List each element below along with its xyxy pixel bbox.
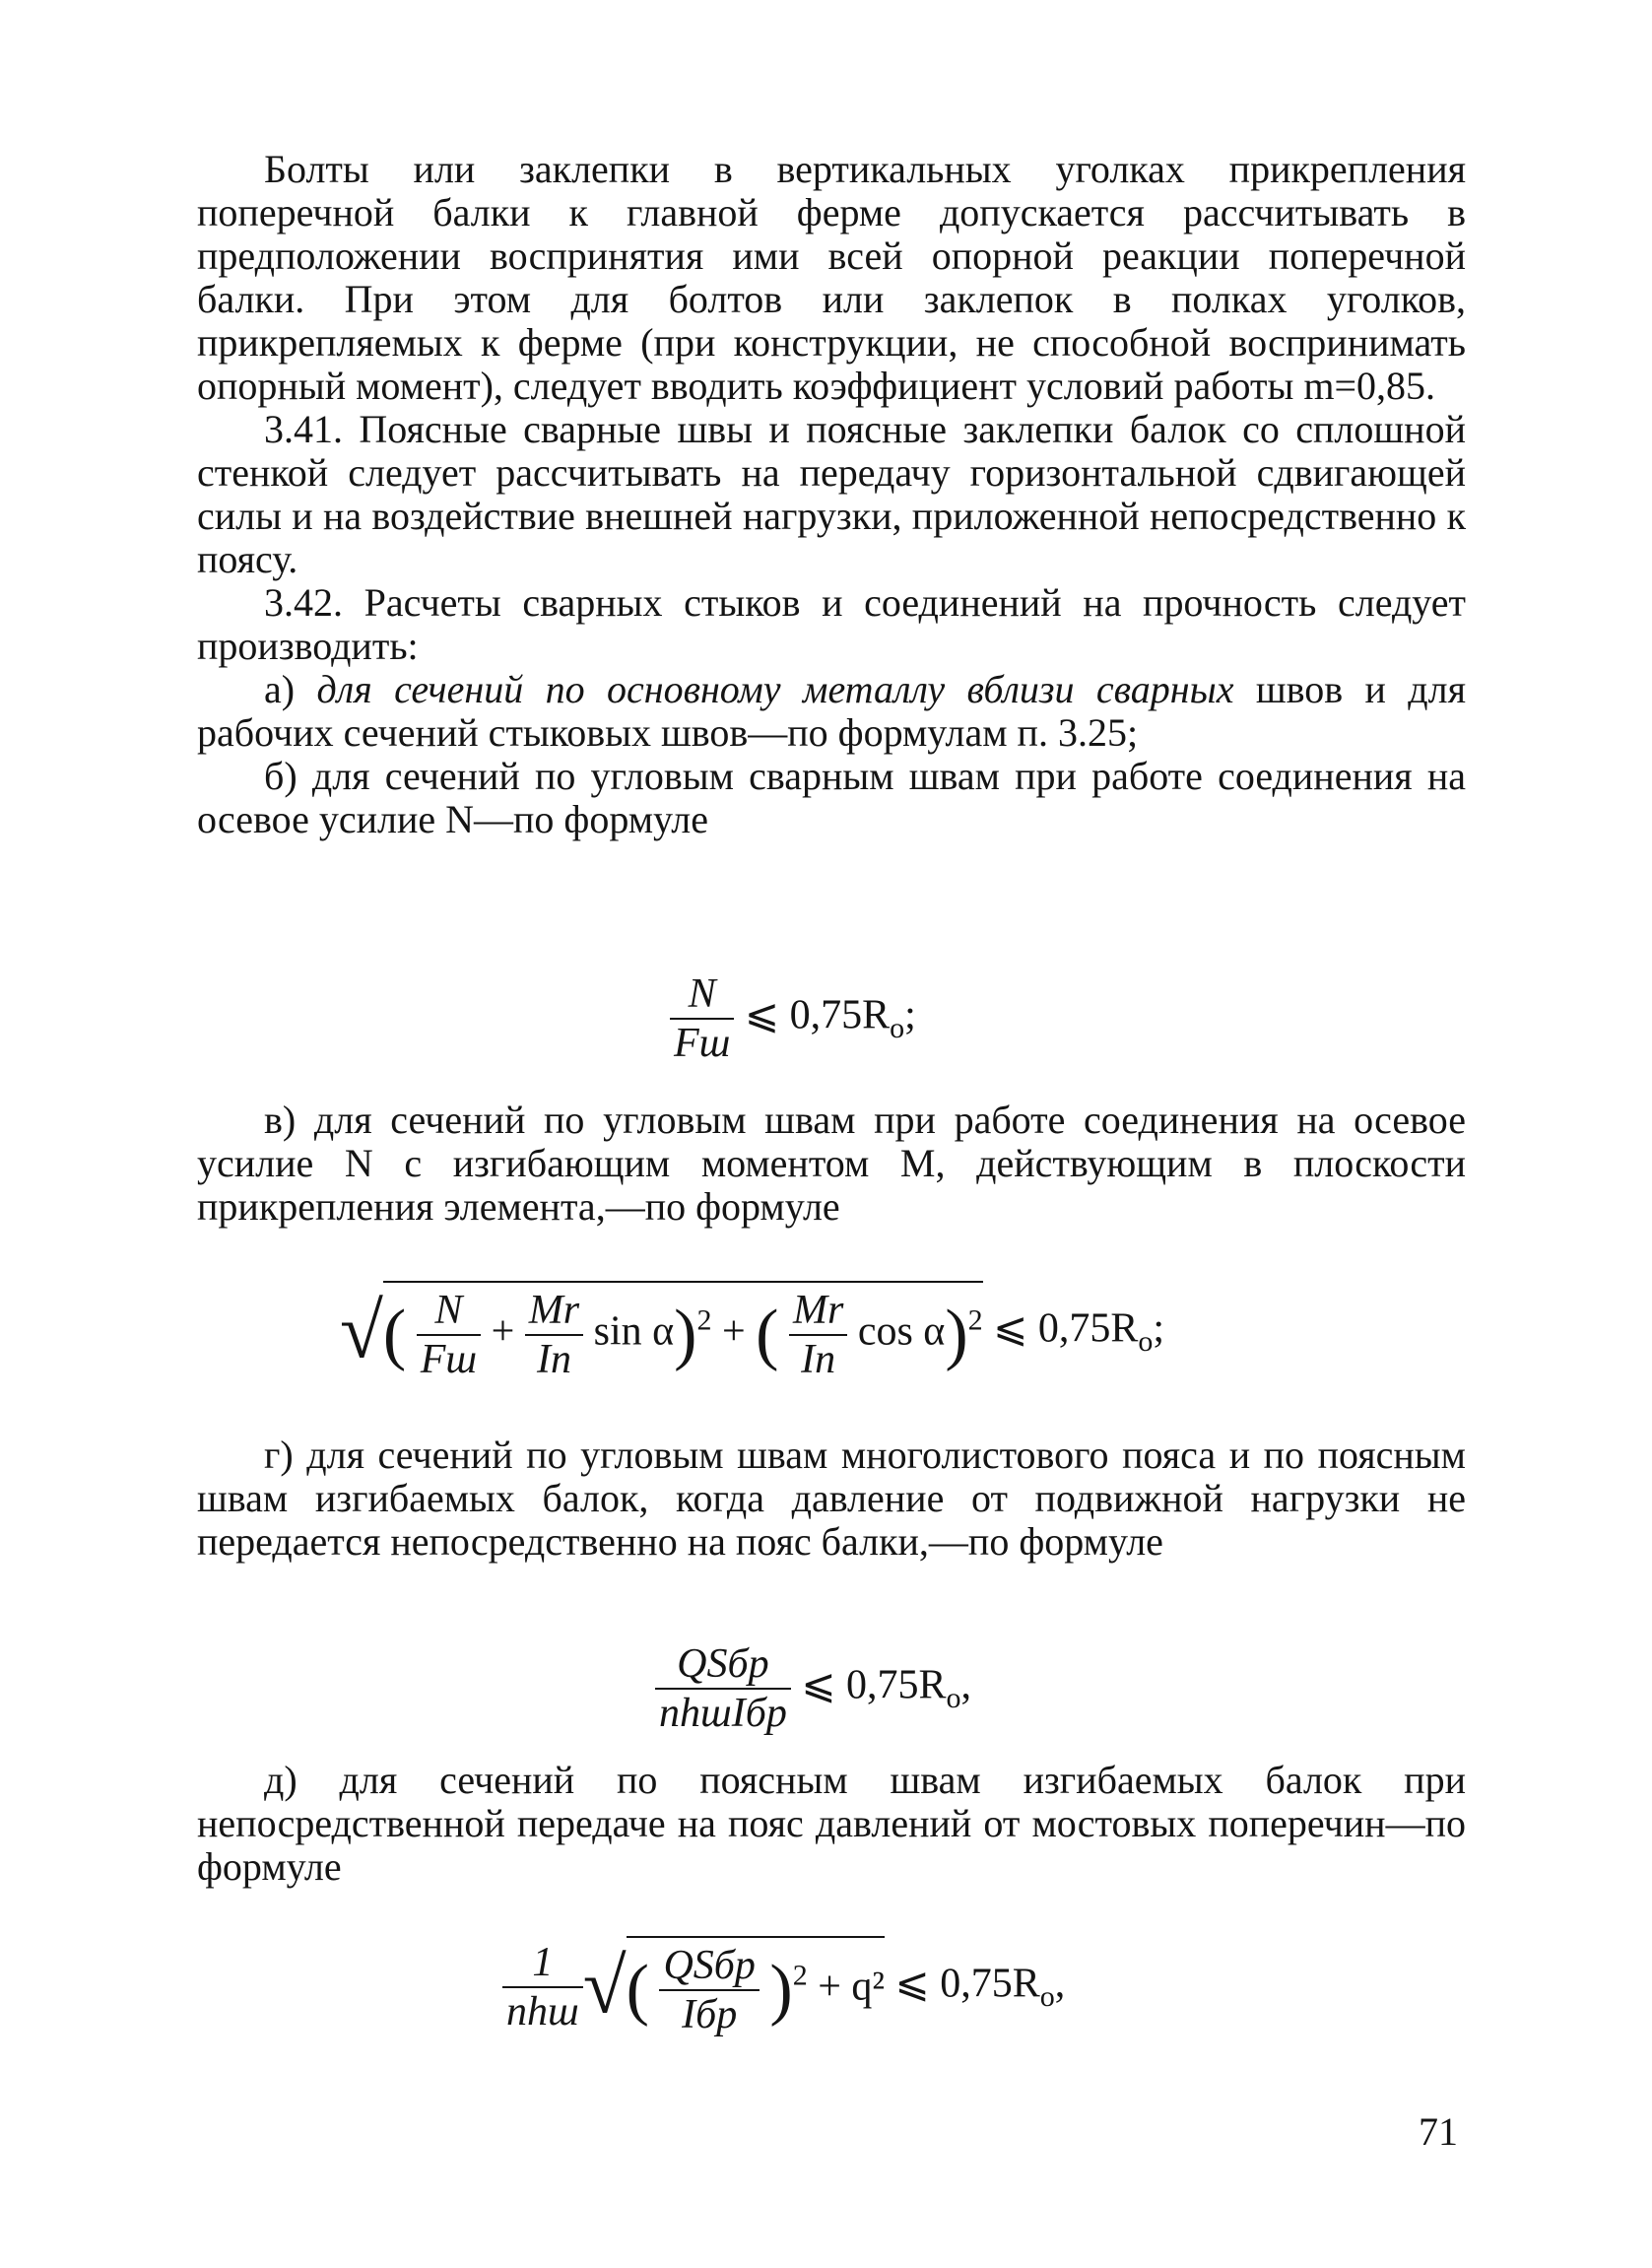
formula-2-rhs: ⩽ 0,75R — [993, 1305, 1139, 1352]
paragraph-bolts: Болты или заклепки в вертикальных уголках прикрепления поперечной балки к главной ферме допускается рассчитывать в предположении воспринятия ими всей опорной реакции поперечной балки. При этом для болтов или заклепок в полках уголков, прикрепляемых к ферме (при конструкции, не способной воспринимать опорный момент), следует вводить коэффициент условий работы m=0,85. — [197, 147, 1466, 408]
sqrt-sign-2: √ — [582, 1943, 627, 2031]
f2-sq2: 2 — [967, 1303, 983, 1337]
text-block-1 — [197, 148, 1466, 841]
page-number: 71 — [1419, 2109, 1458, 2154]
f2-b-num: Mr — [528, 1288, 580, 1333]
sqrt-sign: √ — [340, 1288, 383, 1375]
formula-1-den: Fш — [670, 1018, 734, 1067]
f2-c-num: Mr — [792, 1288, 844, 1333]
paragraph-item-g: г) для сечений по угловым швам многолистового пояса и по поясным швам изгибаемых балок, когда давление от подвижной нагрузки не передается непосредственно на пояс балки,—по формуле — [197, 1433, 1466, 1564]
formula-3-end: , — [960, 1662, 972, 1708]
formula-3 — [655, 1640, 971, 1737]
f3-num: QSбр — [677, 1641, 769, 1687]
formula-1-end: ; — [904, 992, 916, 1038]
formula-4-sub: о — [1039, 1980, 1055, 2014]
formula-3-fraction — [655, 1640, 791, 1737]
f4-pre-den: nhш — [502, 1986, 583, 2035]
f2-c-den: Iп — [789, 1334, 847, 1383]
f4-num: QSбр — [663, 1943, 756, 1988]
f2-sq1: 2 — [696, 1303, 712, 1337]
formula-4-rhs: ⩽ 0,75R — [894, 1961, 1040, 2007]
f2-a-den: Fш — [417, 1334, 481, 1383]
paragraph-3-41: 3.41. Поясные сварные швы и поясные заклепки балок со сплошной стенкой следует рассчитывать на передачу горизонтальной сдвигающей силы и на воздействие внешней нагрузки, приложенной непосредственно к поясу. — [197, 407, 1466, 581]
f2-cos: cos α — [857, 1308, 946, 1355]
formula-1-sub: о — [890, 1012, 905, 1045]
formula-4-radicand: ( $\frac{\text{QSбр}}{\text{Iбр}}$ )$^2$ + q² — [627, 1936, 885, 2038]
paragraph-item-d: д) для сечений по поясным швам изгибаемых балок при непосредственной передаче на пояс давлений от мостовых поперечин—по формуле — [197, 1758, 1466, 1889]
f2-a-num: N — [434, 1288, 463, 1333]
formula-3-rhs: ⩽ 0,75R — [801, 1662, 947, 1708]
f2-plus: + — [491, 1308, 515, 1355]
formula-1-fraction — [670, 970, 734, 1067]
formula-1-num: N — [688, 971, 716, 1017]
formula-2-end: ; — [1153, 1305, 1165, 1352]
f4-den: Iбр — [659, 1989, 759, 2038]
paragraph-3-42: 3.42. Расчеты сварных стыков и соединений на прочность следует производить: — [197, 580, 1466, 668]
item-a-rest: швов и для рабочих сечений стыковых швов—по формулам п. 3.25; — [197, 667, 1466, 755]
formula-4 — [502, 1936, 1065, 2038]
item-a-italic: для сечений по основному металлу вблизи сварных — [316, 667, 1234, 711]
f4-sq: 2 — [792, 1959, 808, 1992]
text-block-2 — [197, 1099, 1466, 1229]
paragraph-item-b: б) для сечений по угловым сварным швам при работе соединения на осевое усилие N—по формуле — [197, 754, 1466, 841]
f4-plus-q: + q² — [818, 1964, 885, 2010]
f3-den: nhшIбр — [655, 1688, 791, 1737]
paragraph-item-a — [197, 668, 1466, 755]
f4-pre-num: 1 — [532, 1940, 554, 1985]
formula-1-rhs: ⩽ 0,75R — [744, 992, 891, 1038]
formula-4-end: , — [1054, 1961, 1066, 2007]
text-block-4 — [197, 1759, 1466, 1889]
paragraph-item-v: в) для сечений по угловым швам при работе соединения на осевое усилие N с изгибающим моментом М, действующим в плоскости прикрепления элемента,—по формуле — [197, 1098, 1466, 1229]
f2-b-den: Iп — [525, 1334, 583, 1383]
formula-2-sub: о — [1138, 1325, 1154, 1359]
formula-4-prefactor — [502, 1939, 583, 2035]
formula-1 — [670, 970, 916, 1067]
item-a-marker: а) — [264, 667, 317, 711]
formula-2-radicand: ( $\frac{N}{Fш}$ + $\frac{Mr}{Iп}$ sin α)$^2$ + ( $\frac{Mr}{Iп}$ cos α)$^2$ — [383, 1281, 983, 1383]
formula-3-sub: о — [946, 1682, 961, 1715]
text-block-3 — [197, 1434, 1466, 1564]
f2-sin: sin α — [593, 1308, 675, 1355]
formula-2 — [340, 1281, 1164, 1383]
